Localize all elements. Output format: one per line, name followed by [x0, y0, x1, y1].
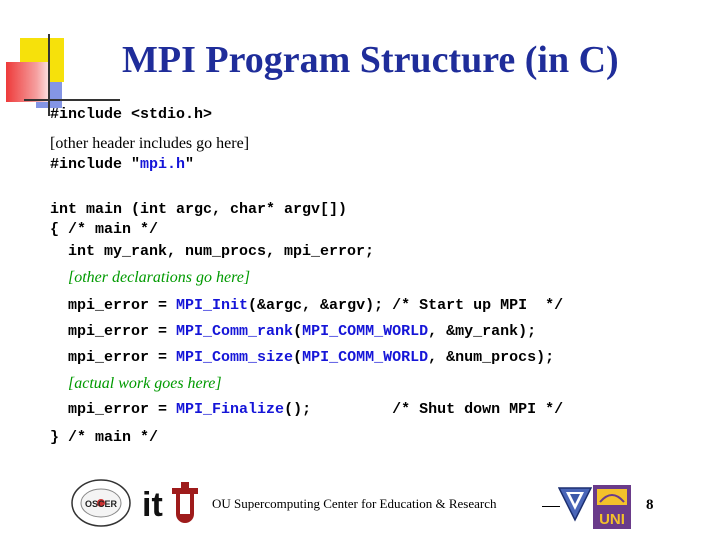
- deco-red-square: [6, 62, 50, 102]
- it-logo-text: it: [142, 486, 163, 524]
- mpi-init-call: MPI_Init: [176, 297, 249, 314]
- mpi-comm-world: MPI_COMM_WORLD: [302, 323, 429, 340]
- code-line-mpi-finalize: [50, 401, 563, 418]
- assign-prefix: mpi_error =: [50, 323, 177, 340]
- include-suffix: ": [185, 156, 195, 173]
- page-number: 8: [646, 497, 654, 513]
- assign-prefix: mpi_error =: [50, 297, 177, 314]
- code-line-mpi-init: [50, 297, 563, 314]
- paren-open: (: [293, 323, 303, 340]
- mpi-finalize-call: MPI_Finalize: [176, 401, 285, 418]
- code-line-mpi-comm-size: [50, 349, 554, 366]
- mpi-comm-size-call: MPI_Comm_size: [176, 349, 294, 366]
- oscer-logo: [70, 478, 132, 528]
- oscer-logo-text: OSCER: [84, 499, 118, 509]
- code-line-other-declarations: [other declarations go here]: [68, 269, 251, 286]
- triangle-logo: [558, 486, 592, 522]
- deco-vertical-line: [48, 34, 50, 116]
- code-line-include-mpi: [50, 156, 194, 173]
- slide-title: MPI Program Structure (in C): [122, 39, 619, 81]
- ou-logo: [168, 480, 202, 526]
- mpi-comm-rank-args: , &my_rank);: [428, 323, 537, 340]
- code-line-main-signature: int main (int argc, char* argv[]): [50, 201, 348, 218]
- assign-prefix: mpi_error =: [50, 401, 177, 418]
- deco-horizontal-line: [24, 99, 120, 101]
- mpi-comm-size-args: , &num_procs);: [428, 349, 555, 366]
- uni-logo-text: UNI: [599, 511, 625, 528]
- code-line-other-headers: [other header includes go here]: [50, 135, 250, 152]
- code-line-mpi-comm-rank: [50, 323, 536, 340]
- mpi-comm-world: MPI_COMM_WORLD: [302, 349, 429, 366]
- mpi-comm-rank-call: MPI_Comm_rank: [176, 323, 294, 340]
- mpi-header: mpi.h: [140, 156, 186, 173]
- include-prefix: #include ": [50, 156, 141, 173]
- assign-prefix: mpi_error =: [50, 349, 177, 366]
- mpi-finalize-args: (); /* Shut down MPI */: [284, 401, 564, 418]
- uni-logo: [592, 484, 632, 530]
- mpi-init-args: (&argc, &argv); /* Start up MPI */: [248, 297, 564, 314]
- footer-text: OU Supercomputing Center for Education & Research: [212, 496, 497, 511]
- code-line-declarations: int my_rank, num_procs, mpi_error;: [50, 243, 375, 260]
- code-line-include-stdio: #include <stdio.h>: [50, 106, 213, 123]
- code-line-open-main: { /* main */: [50, 221, 159, 238]
- code-line-close-main: } /* main */: [50, 429, 159, 446]
- code-line-actual-work: [actual work goes here]: [68, 375, 222, 392]
- paren-open: (: [293, 349, 303, 366]
